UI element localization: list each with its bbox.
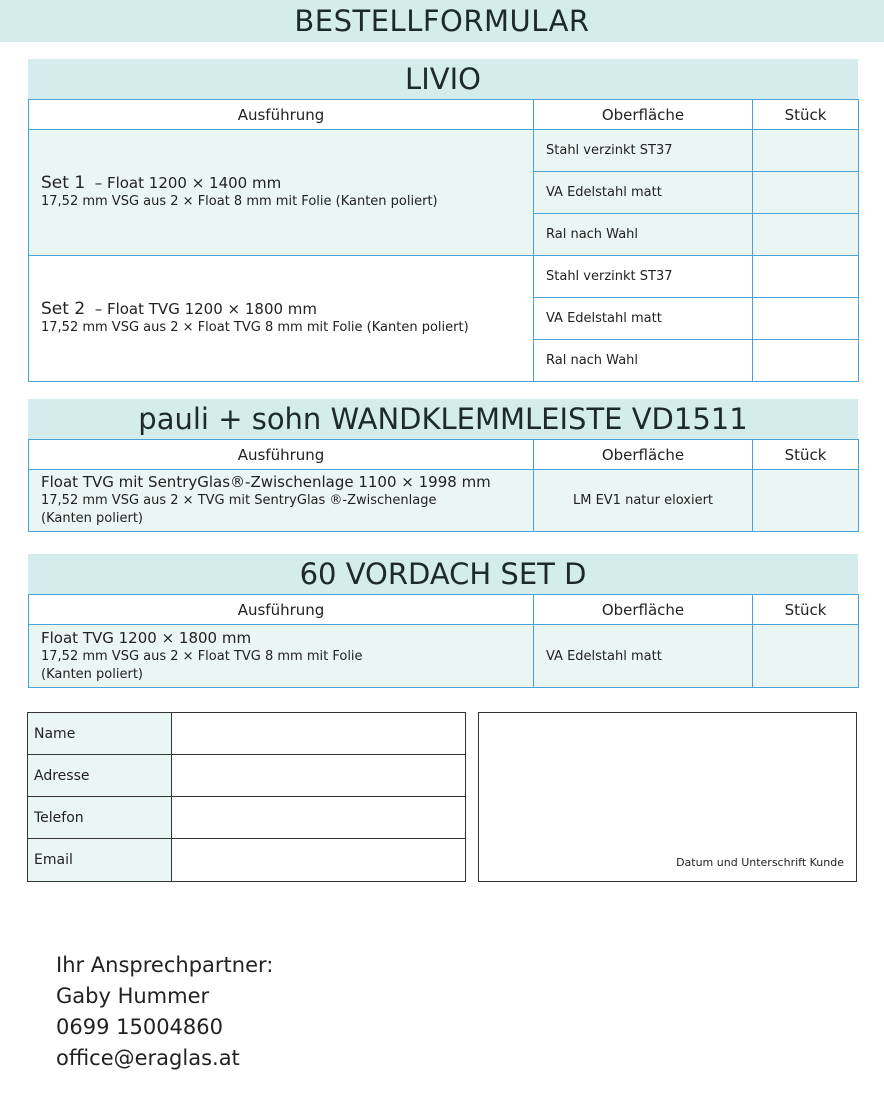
header-ausfuehrung: Ausführung bbox=[29, 595, 534, 625]
set-1-label: Set 1 bbox=[41, 173, 86, 193]
pauli-line-2: 17,52 mm VSG aus 2 × TVG mit SentryGlas ®-Zwischenlage bbox=[41, 493, 437, 508]
email-field[interactable] bbox=[172, 839, 465, 881]
vordach-table bbox=[28, 594, 859, 688]
pauli-surface: LM EV1 natur eloxiert bbox=[534, 470, 753, 532]
partner-heading: Ihr Ansprechpartner: bbox=[56, 953, 274, 977]
pauli-qty[interactable] bbox=[753, 470, 859, 532]
set-2-surface-1: Stahl verzinkt ST37 bbox=[534, 256, 753, 298]
livio-table bbox=[28, 99, 859, 382]
set-1-qty-1[interactable] bbox=[753, 130, 859, 172]
header-oberflaeche: Oberfläche bbox=[534, 595, 753, 625]
vordach-line-1: Float TVG 1200 × 1800 mm bbox=[41, 628, 252, 647]
name-field[interactable] bbox=[172, 713, 465, 754]
header-stueck: Stück bbox=[753, 595, 859, 625]
header-ausfuehrung: Ausführung bbox=[29, 440, 534, 470]
pauli-description bbox=[29, 470, 534, 532]
partner-name: Gaby Hummer bbox=[56, 984, 210, 1008]
set-2-detail: 17,52 mm VSG aus 2 × Float TVG 8 mm mit Folie (Kanten poliert) bbox=[41, 320, 469, 335]
vordach-section bbox=[28, 554, 858, 688]
email-label: Email bbox=[28, 839, 172, 881]
set-1-surface-2: VA Edelstahl matt bbox=[534, 172, 753, 214]
vordach-qty[interactable] bbox=[753, 625, 859, 688]
set-2-qty-3[interactable] bbox=[753, 340, 859, 382]
set-2-label: Set 2 bbox=[41, 299, 86, 319]
pauli-line-3: (Kanten poliert) bbox=[41, 511, 143, 526]
vordach-line-2: 17,52 mm VSG aus 2 × Float TVG 8 mm mit Folie bbox=[41, 648, 363, 664]
set-1-detail: 17,52 mm VSG aus 2 × Float 8 mm mit Folie (Kanten poliert) bbox=[41, 194, 438, 209]
contact-row-email bbox=[28, 839, 465, 881]
partner-email: office@eraglas.at bbox=[56, 1046, 240, 1070]
contact-partner bbox=[56, 950, 273, 1074]
phone-label: Telefon bbox=[28, 797, 172, 838]
pauli-table bbox=[28, 439, 859, 532]
address-field[interactable] bbox=[172, 755, 465, 796]
set-1-qty-3[interactable] bbox=[753, 214, 859, 256]
name-label: Name bbox=[28, 713, 172, 754]
set-1-qty-2[interactable] bbox=[753, 172, 859, 214]
pauli-line-1: Float TVG mit SentryGlas®-Zwischenlage 1100 × 1998 mm bbox=[41, 473, 491, 491]
set-2-surface-3: Ral nach Wahl bbox=[534, 340, 753, 382]
contact-row-name bbox=[28, 713, 465, 755]
livio-title: LIVIO bbox=[28, 59, 858, 99]
set-1-name: – Float 1200 × 1400 mm bbox=[94, 174, 282, 192]
header-ausfuehrung: Ausführung bbox=[29, 100, 534, 130]
vordach-line-3: (Kanten poliert) bbox=[41, 666, 143, 682]
set-2-surface-2: VA Edelstahl matt bbox=[534, 298, 753, 340]
pauli-title: pauli + sohn WANDKLEMMLEISTE VD1511 bbox=[28, 399, 858, 439]
livio-section bbox=[28, 59, 858, 382]
contact-form bbox=[27, 712, 466, 882]
vordach-title: 60 VORDACH SET D bbox=[28, 554, 858, 594]
page-title: BESTELLFORMULAR bbox=[0, 0, 884, 42]
set-2-qty-1[interactable] bbox=[753, 256, 859, 298]
phone-field[interactable] bbox=[172, 797, 465, 838]
contact-row-phone bbox=[28, 797, 465, 839]
header-stueck: Stück bbox=[753, 100, 859, 130]
signature-label: Datum und Unterschrift Kunde bbox=[676, 856, 844, 869]
set-2-name: – Float TVG 1200 × 1800 mm bbox=[94, 300, 318, 318]
address-label: Adresse bbox=[28, 755, 172, 796]
contact-row-address bbox=[28, 755, 465, 797]
signature-field[interactable] bbox=[478, 712, 857, 882]
pauli-section bbox=[28, 399, 858, 532]
header-oberflaeche: Oberfläche bbox=[534, 100, 753, 130]
partner-phone: 0699 15004860 bbox=[56, 1015, 224, 1039]
vordach-description bbox=[29, 625, 534, 688]
header-oberflaeche: Oberfläche bbox=[534, 440, 753, 470]
set-1-surface-1: Stahl verzinkt ST37 bbox=[534, 130, 753, 172]
vordach-surface: VA Edelstahl matt bbox=[534, 625, 753, 688]
set-2-description bbox=[29, 256, 534, 382]
set-2-qty-2[interactable] bbox=[753, 298, 859, 340]
set-1-surface-3: Ral nach Wahl bbox=[534, 214, 753, 256]
header-stueck: Stück bbox=[753, 440, 859, 470]
set-1-description bbox=[29, 130, 534, 256]
